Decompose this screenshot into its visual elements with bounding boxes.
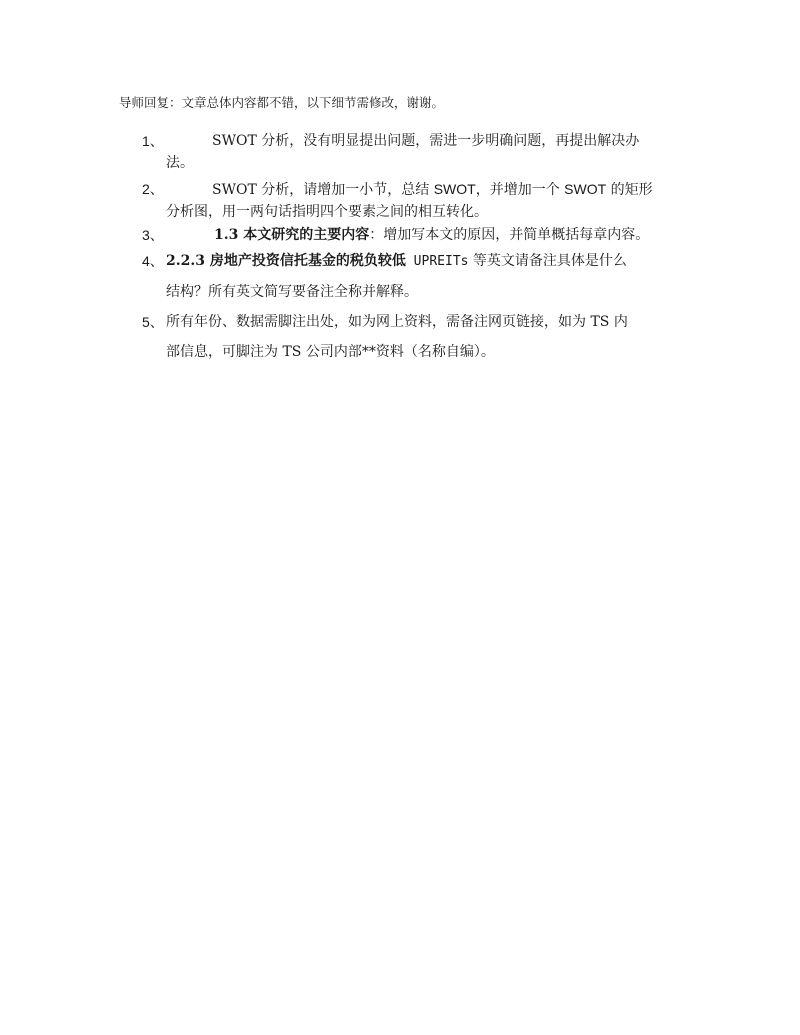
item-text-line-1 — [142, 246, 712, 277]
item-number: 2、 — [142, 181, 164, 197]
item-text-line-2: 结构？所有英文简写要备注全称并解释。 — [166, 284, 418, 300]
item-text-line-1: SWOT 分析，没有明显提出问题，需进一步明确问题，再提出解决办 — [212, 133, 640, 149]
list-item — [142, 307, 712, 367]
item-text-line-1 — [142, 178, 712, 201]
item-text-swot: SWOT — [433, 181, 476, 197]
list-item — [142, 224, 712, 246]
item-text-line-2: 分析图，用一两句话指明四个要素之间的相互转化。 — [166, 204, 488, 220]
item-number: 4、 — [142, 253, 164, 269]
advisor-reply-intro: 导师回复：文章总体内容都不错，以下细节需修改，谢谢。 — [119, 95, 445, 110]
item-text-segment: ：增加写本文的原因，并简单概括每章内容。 — [369, 227, 650, 243]
list-item — [142, 130, 712, 174]
item-number: 3、 — [142, 227, 164, 243]
item-text-line-1: 所有年份、数据需脚注出处，如为网上资料，需备注网页链接，如为 TS 内 — [166, 314, 628, 330]
list-item — [142, 178, 712, 223]
item-text-segment: ，并增加一个 — [475, 182, 565, 198]
item-text-segment: 等英文请备注具体是什么 — [468, 253, 627, 269]
item-text-line-1 — [142, 224, 712, 246]
item-text-line-2: 法。 — [166, 155, 194, 171]
section-reference: 1.3 本文研究的主要内容 — [214, 227, 370, 243]
item-text-segment: SWOT 分析，请增加一小节，总结 — [212, 182, 434, 198]
section-reference: 2.2.3 房地产投资信托基金的税负较低 — [166, 253, 406, 269]
item-number: 1、 — [142, 133, 164, 149]
item-number: 5、 — [142, 314, 164, 330]
list-item — [142, 246, 712, 307]
item-text-line-2: 部信息，可脚注为 TS 公司内部**资料（名称自编）。 — [166, 344, 495, 360]
item-text-segment: 的矩形 — [606, 182, 653, 198]
item-text-acronym: UPREITs — [405, 254, 469, 269]
item-text-swot: SWOT — [564, 181, 607, 197]
